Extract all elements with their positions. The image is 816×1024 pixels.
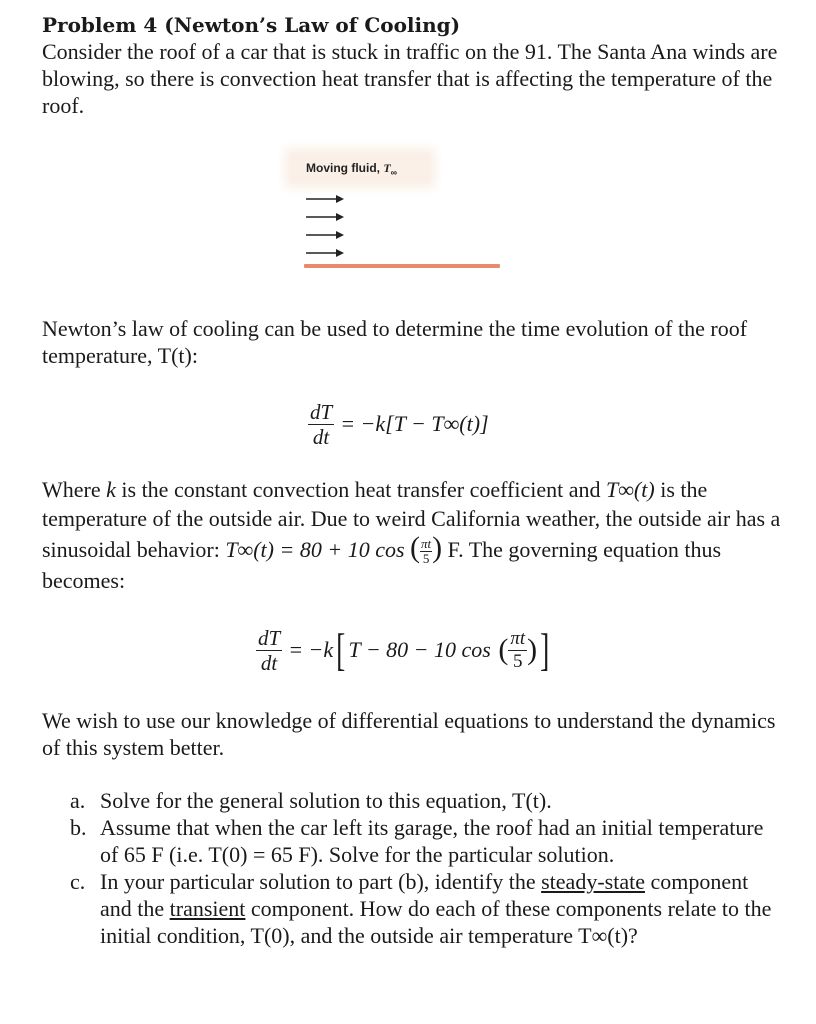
equation-governing (256, 615, 782, 685)
where-text-2: is the constant convection heat transfer coefficient and (115, 477, 607, 502)
figure-label-text: Moving fluid, (306, 161, 384, 175)
part-c-text-c: component. How do each of these components relate to the initial condition, T(0), and the outside air temperature T∞(t)? (100, 896, 772, 949)
right-arrow-icon (306, 213, 344, 221)
right-arrow-icon (306, 231, 344, 239)
equation-rhs: = −k[T − T∞(t)] (340, 411, 489, 436)
cos-argument-denominator: 5 (422, 551, 430, 567)
open-bracket: [ (336, 624, 346, 676)
transient-term: transient (169, 896, 246, 922)
list-item (70, 814, 782, 868)
list-item (70, 787, 782, 814)
right-arrow-icon (306, 249, 344, 257)
part-c-text-b: component and the (100, 869, 749, 922)
steady-state-term: steady-state (541, 869, 645, 895)
roof-surface (304, 264, 500, 268)
equation-eq-sign: = −k (288, 637, 334, 663)
cos-argument-numerator: πt (510, 627, 526, 649)
list-item-text: Solve for the general solution to this equation, T(t). (100, 788, 552, 814)
outside-temp-expression: T∞(t) = 80 + 10 cos (225, 537, 405, 562)
problem-title: Problem 4 (Newton’s Law of Cooling) (42, 13, 461, 37)
derivative-fraction (256, 626, 282, 675)
right-arrow-icon (306, 195, 344, 203)
equation-newton-cooling (308, 389, 782, 459)
close-bracket: ] (540, 624, 550, 676)
question-list (70, 787, 782, 949)
where-k: k (106, 477, 116, 502)
open-paren: ( (490, 633, 509, 667)
where-text-4: F. The governing equation thus becomes: (42, 537, 722, 594)
cos-argument-fraction (420, 537, 432, 566)
document-page (42, 12, 782, 949)
list-item-text: Assume that when the car left its garage, the roof had an initial temperature of 65 F (i.e. T(0) = 65 F). Solve for the particular solution. (100, 815, 764, 868)
figure-label-symbol: T (383, 161, 391, 175)
close-paren: ) (432, 531, 443, 564)
close-paren: ) (527, 633, 538, 667)
open-paren: ( (410, 531, 421, 564)
where-paragraph (42, 475, 782, 595)
fraction-numerator: dT (258, 625, 281, 650)
equation-inner: T − 80 − 10 cos (348, 637, 491, 663)
cos-argument-numerator: πt (421, 536, 432, 552)
cos-argument-fraction (508, 628, 527, 673)
where-text-3: is the temperature of the outside air. Due to weird California weather, the outside air has a sinusoidal behavior: (42, 477, 781, 562)
list-marker: b. (70, 815, 87, 841)
cos-argument-denominator: 5 (513, 650, 523, 672)
convection-figure (290, 153, 530, 293)
fraction-denominator: dt (312, 424, 330, 449)
where-text-1: Where (42, 477, 107, 502)
fraction-denominator: dt (260, 650, 278, 675)
wish-paragraph: We wish to use our knowledge of differential equations to understand the dynamics of this system better. (42, 708, 776, 761)
intro-paragraph: Consider the roof of a car that is stuck in traffic on the 91. The Santa Ana winds are blowing, so there is convection heat transfer that is affecting the temperature of the roof. (42, 39, 778, 118)
list-item-text (100, 868, 782, 949)
figure-label (290, 153, 430, 183)
law-paragraph: Newton’s law of cooling can be used to determine the time evolution of the roof temperature, T(t): (42, 316, 748, 368)
list-marker: c. (70, 869, 86, 895)
where-tinf: T∞(t) (606, 477, 655, 502)
list-marker: a. (70, 788, 86, 814)
fraction-numerator: dT (310, 399, 333, 424)
figure-label-sub: ∞ (390, 167, 398, 178)
derivative-fraction (308, 400, 334, 449)
flow-arrows (306, 193, 346, 263)
list-item (70, 868, 782, 949)
part-c-text-a: In your particular solution to part (b), identify the (100, 869, 542, 895)
